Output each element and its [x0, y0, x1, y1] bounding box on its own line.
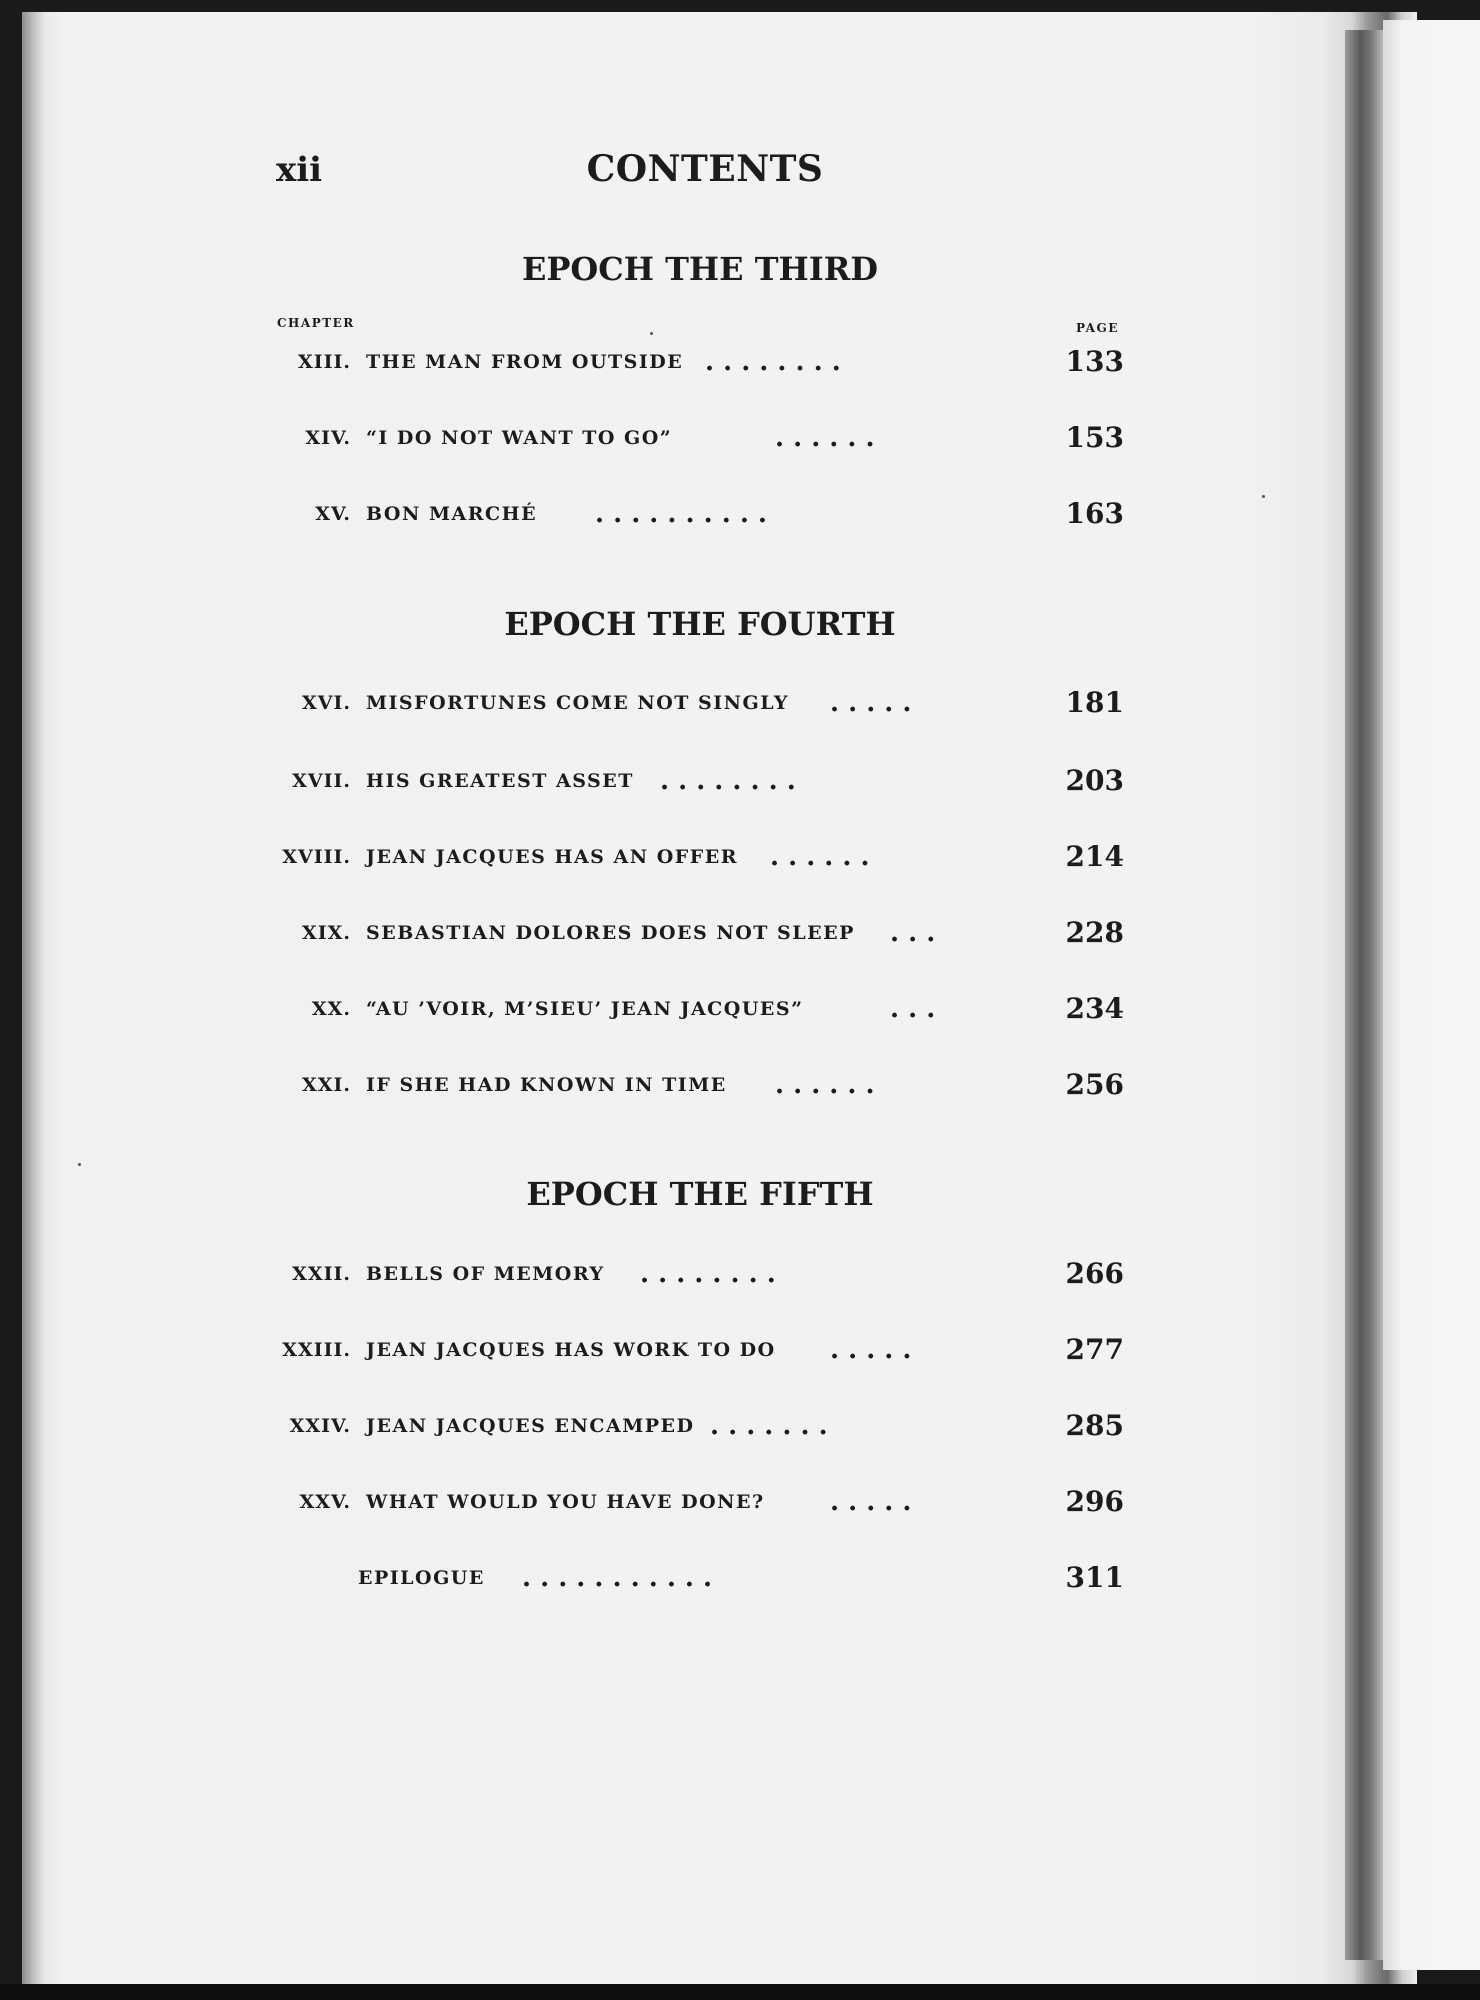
- page-ref: 311: [1065, 1561, 1124, 1594]
- toc-entry[interactable]: [200, 343, 1130, 383]
- page-number: xii: [276, 150, 323, 190]
- scan-bottom-edge: [0, 1984, 1480, 2000]
- toc-entry[interactable]: [200, 684, 1130, 724]
- chapter-title: THE MAN FROM OUTSIDE: [366, 351, 684, 373]
- chapter-number: XVII.: [292, 770, 351, 792]
- toc-entry[interactable]: [200, 495, 1130, 535]
- page-ref: 163: [1065, 497, 1124, 530]
- dot-leader: . . . . . . .: [710, 1411, 828, 1441]
- dot-leader: . . . . .: [830, 1487, 912, 1517]
- running-title: CONTENTS: [586, 148, 824, 190]
- page-left-edge: [22, 12, 44, 1984]
- dot-leader: . . . . . .: [775, 1070, 875, 1100]
- page-ref: 214: [1065, 840, 1124, 873]
- page-ref: 181: [1065, 686, 1124, 719]
- scan-speck: [650, 332, 653, 335]
- chapter-number: XV.: [315, 503, 351, 525]
- chapter-number: XXII.: [292, 1263, 351, 1285]
- facing-page-edge: [1383, 20, 1480, 1970]
- chapter-number: XX.: [311, 998, 351, 1020]
- dot-leader: . . . . . .: [775, 423, 875, 453]
- dot-leader: . . . . .: [830, 1335, 912, 1365]
- chapter-column-head: CHAPTER: [277, 316, 355, 330]
- book-gutter-shadow: [1345, 30, 1383, 1960]
- toc-entry[interactable]: [200, 1066, 1130, 1106]
- toc-entry[interactable]: [200, 762, 1130, 802]
- page-ref: 153: [1065, 421, 1124, 454]
- chapter-title: BON MARCHÉ: [366, 503, 538, 525]
- dot-leader: . . .: [890, 994, 936, 1024]
- toc-entry[interactable]: [200, 1483, 1130, 1523]
- chapter-number: XIX.: [302, 922, 351, 944]
- dot-leader: . . . . . . . . . . .: [522, 1563, 713, 1593]
- chapter-number: XVIII.: [282, 846, 351, 868]
- chapter-title: HIS GREATEST ASSET: [366, 770, 634, 792]
- chapter-number: XVI.: [302, 692, 351, 714]
- chapter-title: BELLS OF MEMORY: [366, 1263, 605, 1285]
- toc-entry[interactable]: [200, 914, 1130, 954]
- chapter-number: XXIV.: [289, 1415, 351, 1437]
- page-ref: 228: [1065, 916, 1124, 949]
- toc-entry[interactable]: [200, 990, 1130, 1030]
- page-ref: 296: [1065, 1485, 1124, 1518]
- section-title-epoch-third: EPOCH THE THIRD: [521, 250, 879, 288]
- dot-leader: . . . . .: [830, 688, 912, 718]
- chapter-number: XIII.: [297, 351, 351, 373]
- dot-leader: . . . . . . . . . .: [595, 499, 767, 529]
- chapter-title: IF SHE HAD KNOWN IN TIME: [366, 1074, 727, 1096]
- chapter-title: “I DO NOT WANT TO GO”: [366, 427, 673, 449]
- chapter-title: JEAN JACQUES ENCAMPED: [366, 1415, 695, 1437]
- toc-entry[interactable]: [200, 1331, 1130, 1371]
- page-ref: 277: [1065, 1333, 1124, 1366]
- chapter-number: XXI.: [302, 1074, 351, 1096]
- scan-speck: [1262, 495, 1265, 498]
- toc-entry[interactable]: [200, 838, 1130, 878]
- chapter-title: JEAN JACQUES HAS AN OFFER: [366, 846, 739, 868]
- chapter-title: MISFORTUNES COME NOT SINGLY: [366, 692, 789, 714]
- dot-leader: . . . . . .: [770, 842, 870, 872]
- chapter-title: SEBASTIAN DOLORES DOES NOT SLEEP: [366, 922, 855, 944]
- toc-entry[interactable]: [200, 1407, 1130, 1447]
- page-ref: 133: [1065, 345, 1124, 378]
- dot-leader: . . . . . . . .: [660, 766, 796, 796]
- page-column-head: PAGE: [1076, 321, 1119, 335]
- section-title-epoch-fourth: EPOCH THE FOURTH: [504, 605, 896, 643]
- chapter-title: JEAN JACQUES HAS WORK TO DO: [366, 1339, 776, 1361]
- toc-entry[interactable]: [200, 1559, 1130, 1599]
- toc-entry[interactable]: [200, 1255, 1130, 1295]
- toc-entry[interactable]: [200, 419, 1130, 459]
- page-ref: 234: [1065, 992, 1124, 1025]
- chapter-number: XXV.: [299, 1491, 351, 1513]
- page-ref: 256: [1065, 1068, 1124, 1101]
- dot-leader: . . . . . . . .: [640, 1259, 776, 1289]
- page-ref: 285: [1065, 1409, 1124, 1442]
- section-title-epoch-fifth: EPOCH THE FIFTH: [526, 1175, 874, 1213]
- scan-speck: [78, 1163, 81, 1166]
- dot-leader: . . .: [890, 918, 936, 948]
- chapter-number: XIV.: [305, 427, 351, 449]
- chapter-title: WHAT WOULD YOU HAVE DONE?: [366, 1491, 765, 1513]
- chapter-title: “AU ’VOIR, M’SIEU’ JEAN JACQUES”: [366, 998, 804, 1020]
- dot-leader: . . . . . . . .: [705, 347, 841, 377]
- page-ref: 266: [1065, 1257, 1124, 1290]
- chapter-number: XXIII.: [282, 1339, 351, 1361]
- page-ref: 203: [1065, 764, 1124, 797]
- chapter-title: EPILOGUE: [358, 1567, 485, 1589]
